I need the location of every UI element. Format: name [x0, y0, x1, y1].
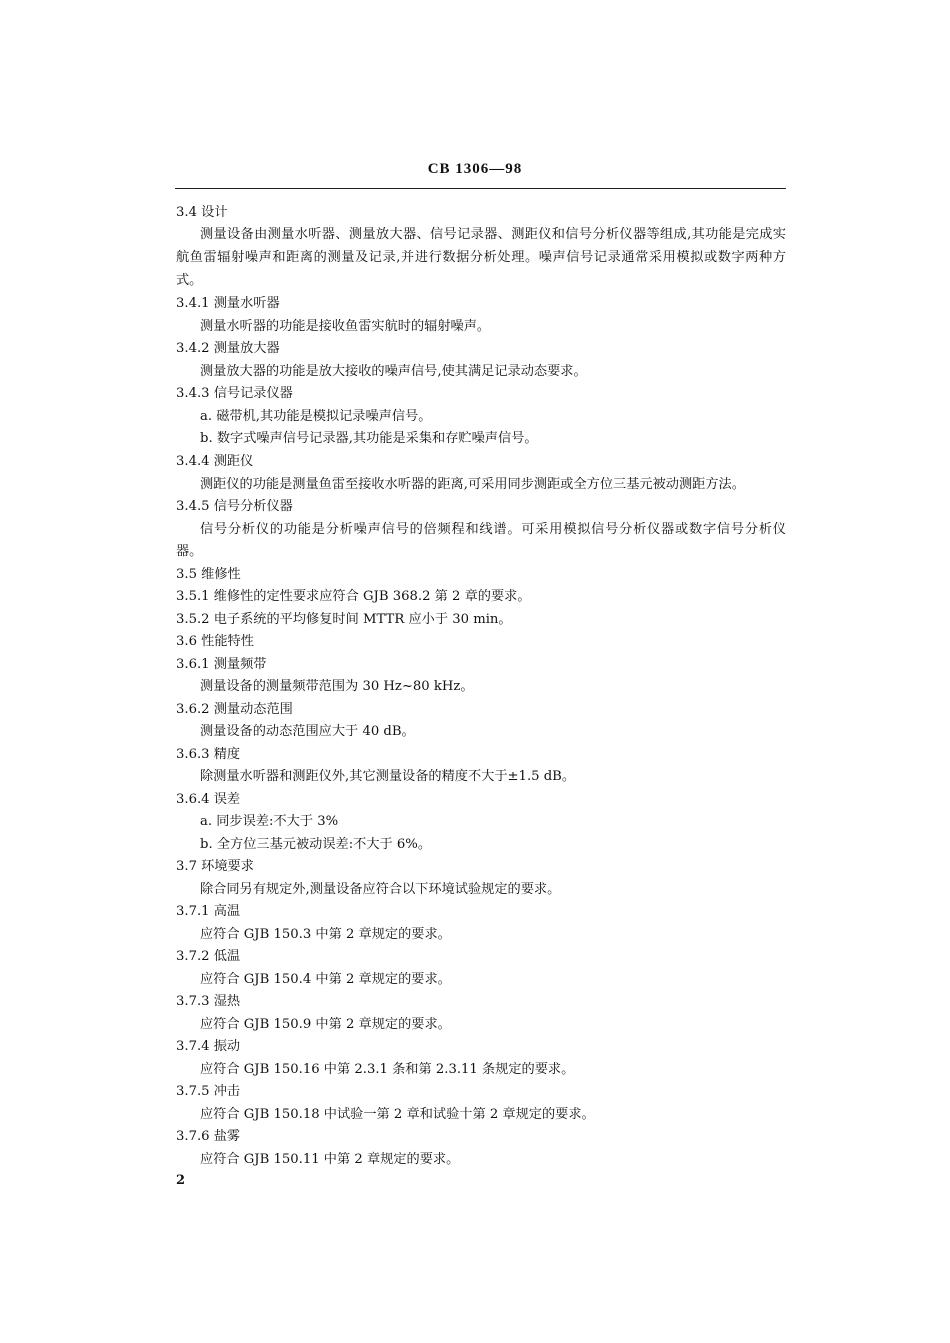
section-heading-3-6: 3.6 性能特性 [176, 634, 254, 649]
paragraph-line: 应符合 GJB 150.3 中第 2 章规定的要求。 [200, 927, 451, 942]
paragraph-line: 应符合 GJB 150.16 中第 2.3.1 条和第 2.3.11 条规定的要求。 [200, 1062, 575, 1077]
section-heading-3-7-3: 3.7.3 湿热 [176, 994, 241, 1009]
section-heading-3-4-1: 3.4.1 测量水听器 [176, 296, 280, 311]
paragraph-line: 测量水听器的功能是接收鱼雷实航时的辐射噪声。 [200, 319, 491, 334]
section-heading-3-4-5: 3.4.5 信号分析仪器 [176, 499, 293, 514]
section-heading-3-6-2: 3.6.2 测量动态范围 [176, 702, 293, 717]
section-heading-3-6-1: 3.6.1 测量频带 [176, 657, 267, 672]
section-heading-3-7-5: 3.7.5 冲击 [176, 1084, 241, 1099]
section-heading-3-4: 3.4 设计 [176, 205, 228, 220]
list-item: b. 全方位三基元被动误差:不大于 6%。 [200, 837, 432, 852]
section-heading-3-7-4: 3.7.4 振动 [176, 1039, 241, 1054]
page-header: CB 1306—98 [427, 161, 523, 177]
paragraph-line: 测量设备的测量频带范围为 30 Hz~80 kHz。 [200, 679, 474, 694]
paragraph-line: 除测量水听器和测距仪外,其它测量设备的精度不大于±1.5 dB。 [200, 769, 576, 784]
paragraph-line: 航鱼雷辐射噪声和距离的测量及记录,并进行数据分析处理。噪声信号记录通常采用模拟或数字两种方 [176, 250, 786, 265]
list-item: b. 数字式噪声信号记录器,其功能是采集和存贮噪声信号。 [200, 431, 538, 446]
paragraph-line: 应符合 GJB 150.9 中第 2 章规定的要求。 [200, 1017, 451, 1032]
paragraph-line: 应符合 GJB 150.4 中第 2 章规定的要求。 [200, 972, 451, 987]
section-heading-3-4-4: 3.4.4 测距仪 [176, 454, 254, 469]
paragraph-line: 应符合 GJB 150.18 中试验一第 2 章和试验十第 2 章规定的要求。 [200, 1107, 595, 1122]
section-heading-3-5-1: 3.5.1 维修性的定性要求应符合 GJB 368.2 第 2 章的要求。 [176, 589, 531, 604]
paragraph-line: 测量放大器的功能是放大接收的噪声信号,使其满足记录动态要求。 [200, 364, 587, 379]
section-heading-3-6-3: 3.6.3 精度 [176, 747, 241, 762]
section-heading-3-7-2: 3.7.2 低温 [176, 949, 241, 964]
list-item: a. 磁带机,其功能是模拟记录噪声信号。 [200, 409, 432, 424]
header-rule [175, 188, 786, 189]
section-heading-3-7: 3.7 环境要求 [176, 859, 254, 874]
section-heading-3-4-3: 3.4.3 信号记录仪器 [176, 386, 293, 401]
paragraph-line: 信号分析仪的功能是分析噪声信号的倍频程和线谱。可采用模拟信号分析仪器或数字信号分析仪 [200, 522, 786, 537]
section-heading-3-7-1: 3.7.1 高温 [176, 904, 241, 919]
list-item: a. 同步误差:不大于 3% [200, 814, 339, 829]
page-number: 2 [176, 1173, 186, 1188]
section-heading-3-5: 3.5 维修性 [176, 567, 241, 582]
paragraph-line: 除合同另有规定外,测量设备应符合以下环境试验规定的要求。 [200, 882, 561, 897]
paragraph-line: 应符合 GJB 150.11 中第 2 章规定的要求。 [200, 1152, 460, 1167]
paragraph-line: 测距仪的功能是测量鱼雷至接收水听器的距离,可采用同步测距或全方位三基元被动测距方法。 [200, 477, 745, 492]
section-heading-3-6-4: 3.6.4 误差 [176, 792, 241, 807]
paragraph-line: 式。 [176, 273, 203, 288]
paragraph-line: 测量设备的动态范围应大于 40 dB。 [200, 724, 415, 739]
paragraph-line: 测量设备由测量水听器、测量放大器、信号记录器、测距仪和信号分析仪器等组成,其功能是完成实 [200, 227, 786, 242]
section-heading-3-4-2: 3.4.2 测量放大器 [176, 341, 280, 356]
section-heading-3-7-6: 3.7.6 盐雾 [176, 1129, 241, 1144]
section-heading-3-5-2: 3.5.2 电子系统的平均修复时间 MTTR 应小于 30 min。 [176, 612, 512, 627]
paragraph-line: 器。 [176, 544, 203, 559]
